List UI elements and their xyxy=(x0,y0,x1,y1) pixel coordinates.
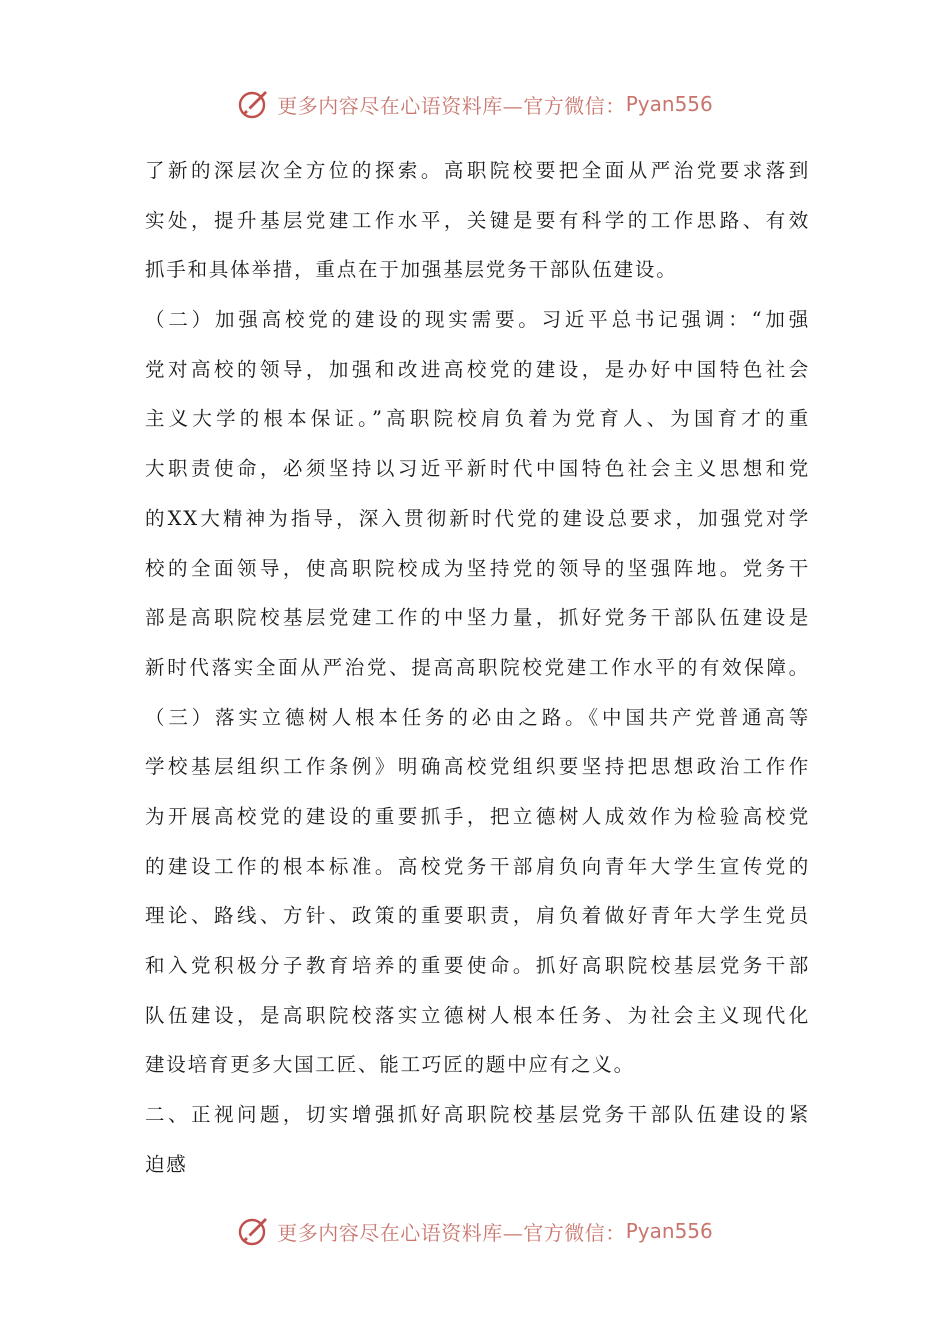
pen-nib-logo-icon xyxy=(237,1214,271,1248)
body-line: 主义大学的根本保证。”高职院校肩负着为党育人、为国育才的重 xyxy=(145,407,810,431)
section-heading: 二、正视问题，切实增强抓好高职院校基层党务干部队伍建设的紧 xyxy=(145,1103,810,1127)
body-line: 为开展高校党的建设的重要抓手，把立德树人成效作为检验高校党 xyxy=(145,804,810,828)
body-line: 了新的深层次全方位的探索。高职院校要把全面从严治党要求落到 xyxy=(145,159,810,182)
document-body xyxy=(145,146,810,1189)
body-line: 校的全面领导，使高职院校成为坚持党的领导的坚强阵地。党务干 xyxy=(145,556,810,580)
body-line: 学校基层组织工作条例》明确高校党组织要坚持把思想政治工作作 xyxy=(145,755,810,779)
body-line: （三）落实立德树人根本任务的必由之路。《中国共产党普通高等 xyxy=(145,705,810,729)
header-banner xyxy=(0,84,950,124)
body-line: 党对高校的领导，加强和改进高校党的建设，是办好中国特色社会 xyxy=(145,357,810,381)
section-heading-continued: 迫感 xyxy=(145,1152,188,1176)
body-line: 大职责使命，必须坚持以习近平新时代中国特色社会主义思想和党 xyxy=(145,457,810,481)
body-line: 的XX大精神为指导，深入贯彻新时代党的建设总要求，加强党对学 xyxy=(145,506,810,530)
body-line: 新时代落实全面从严治党、提高高职院校党建工作水平的有效保障。 xyxy=(145,655,810,679)
footer-banner xyxy=(0,1211,950,1251)
body-line: 建设培育更多大国工匠、能工巧匠的题中应有之义。 xyxy=(145,1053,635,1077)
body-line: 部是高职院校基层党建工作的中坚力量，抓好党务干部队伍建设是 xyxy=(145,606,810,630)
body-line: 队伍建设，是高职院校落实立德树人根本任务、为社会主义现代化 xyxy=(145,1003,810,1027)
body-line: 和入党积极分子教育培养的重要使命。抓好高职院校基层党务干部 xyxy=(145,954,810,977)
body-line: 理论、路线、方针、政策的重要职责，肩负着做好青年大学生党员 xyxy=(145,904,810,928)
footer-banner-text: 更多内容尽在心语资料库—官方微信： xyxy=(277,1220,626,1245)
header-banner-handle: Pyan556 xyxy=(625,92,713,116)
footer-banner-handle: Pyan556 xyxy=(625,1219,713,1243)
body-line: 抓手和具体举措，重点在于加强基层党务干部队伍建设。 xyxy=(145,258,678,282)
header-banner-text: 更多内容尽在心语资料库—官方微信： xyxy=(277,93,626,118)
body-line: （二）加强高校党的建设的现实需要。习近平总书记强调：“加强 xyxy=(145,308,810,332)
pen-nib-logo-icon xyxy=(237,87,271,121)
body-line: 实处，提升基层党建工作水平，关键是要有科学的工作思路、有效 xyxy=(145,208,810,232)
body-line: 的建设工作的根本标准。高校党务干部肩负向青年大学生宣传党的 xyxy=(145,854,810,878)
